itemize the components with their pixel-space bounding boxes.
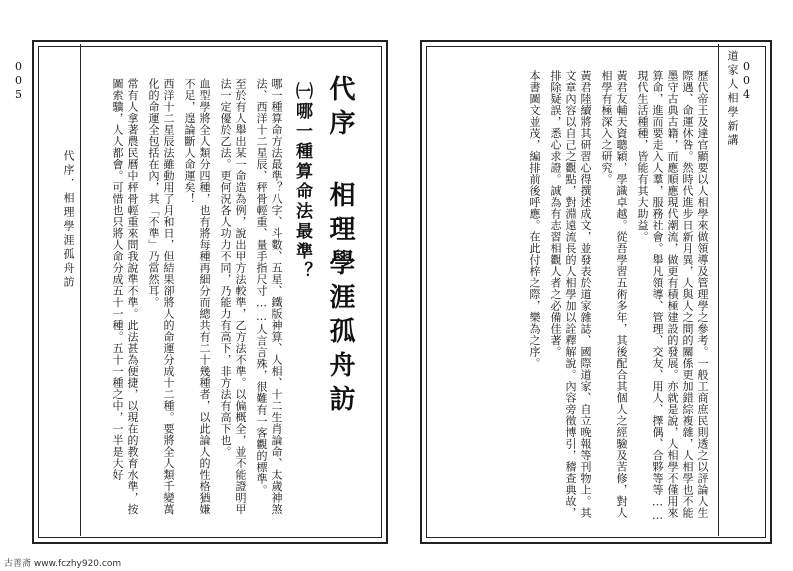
left-sidebar-divider xyxy=(80,44,81,536)
right-sidebar-divider xyxy=(718,44,719,536)
paragraph: 本書圖文並茂，編排前後呼應。在此付梓之際，樂為之序。 xyxy=(528,70,541,369)
paragraph: 歷代帝王及達官顯要以人相學來做領導及管理學之參考。一般工商庶民則透之以評論人生際遇、命運休咎。然時代進步日新月異，人與人之間的關係更加錯綜複雜，人相學也不能墨守古典古籍，而應順應現代潮流，做更有積極建設的發展。亦就是說，人相學不僅用來算命，進而要走入人羣，服務社會。舉凡領導、管理、交友、用人、擇偶、合夥等等……現代生活種種，皆能有其大助益。 xyxy=(636,70,709,523)
page-title: 代序 相理學涯孤舟訪 xyxy=(325,75,355,419)
left-page-number: 005 xyxy=(12,60,25,102)
site-watermark: 古善斋 www.fczhy920.com xyxy=(4,559,122,569)
paragraph: 至於有人舉出某一命造為例，說出甲方法較準，乙方法不準。以偏概全，並不能證明甲法一定優於乙法。更何況各人功力不同，乃能力有高下，非方法有高下也。 xyxy=(219,78,247,515)
paragraph: 常有人拿著農民曆中秤骨輕重來問我說準不準。此法甚為便捷，以現在的教育水準，按圖索驥，人人都會。可惜也只將人命分成五十一種。五十一種之中，一半是大好 xyxy=(111,78,139,515)
paragraph: 西洋十二星辰法雖動用了月和日，但結果卻將人的命運分成十二種。要將全人類千變萬化的命運全包括在內，其「不準」乃當然耳。 xyxy=(147,78,175,515)
paragraph: 黃君友輔天資聰穎，學識卓越。從吾學習五術多年，其後配合其個人之經驗及苦修，對人相學有極深入之研究。 xyxy=(600,70,628,519)
paragraph: 黃君陸續將其研習心得撰述成文，並發表於道家雜誌、國際道家、自立晚報等刊物上。其文章內容以自己之觀點，對淵遠流長的人相學加以詮釋解說。內容旁徵博引，稽查典故，排除疑誤，悉心求證。誠為有志習相觀人者之必備佳著。 xyxy=(549,70,592,519)
right-body-text xyxy=(470,70,710,525)
left-body-text xyxy=(88,78,284,518)
paragraph: 血型學將全人類分四種，也有將每種再細分而總共有二十幾種者，以此論人的性格猶嫌不足，遑論斷人命運矣！ xyxy=(183,78,211,515)
left-sidebar-title: 代序．相理學涯孤舟訪 xyxy=(62,150,75,290)
paragraph: 哪一種算命方法最準？八字、斗數、五星、鐵版神算、人相、十二生肖論命、太歲神煞法、西洋十二星辰、秤骨輕重、量手指尺寸……人言言殊，很難有一客觀的標準。 xyxy=(255,78,283,515)
right-sidebar-title: 道家人相學新講 xyxy=(726,50,739,148)
section-subtitle: ㈠哪一種算命法最準？ xyxy=(292,82,312,282)
right-page-number: 004 xyxy=(740,60,753,102)
